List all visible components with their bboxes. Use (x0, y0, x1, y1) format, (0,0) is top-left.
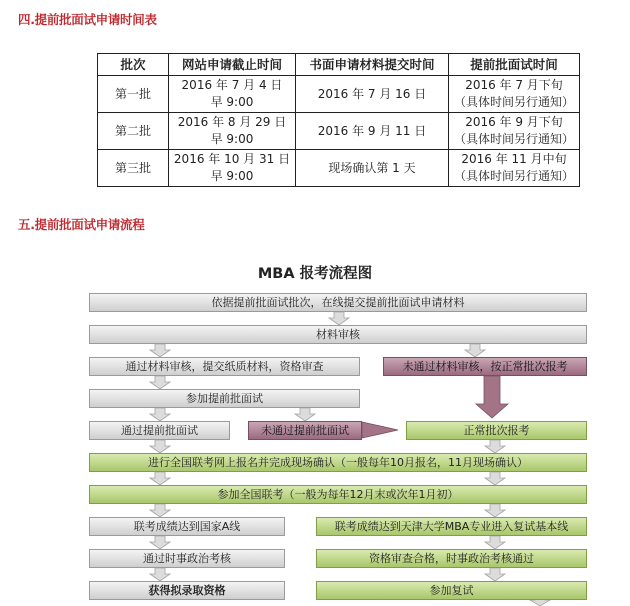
arrow-down-icon (476, 376, 508, 418)
arrow-down-icon (465, 344, 485, 357)
arrow-down-icon (150, 472, 170, 485)
arrow-down-icon (295, 408, 315, 421)
step-material-review: 材料审核 (89, 325, 587, 344)
arrow-down-icon (485, 440, 505, 453)
arrow-down-icon (485, 536, 505, 549)
arrow-down-icon (485, 504, 505, 517)
deadline-date: 2016 年 7 月 4 日 (181, 78, 283, 92)
flowchart-title: MBA 报考流程图 (257, 266, 373, 282)
materials-cell: 2016 年 7 月 16 日 (296, 76, 449, 113)
arrow-down-icon (150, 440, 170, 453)
arrow-down-icon (329, 312, 349, 325)
interview-date: 2016 年 7 月下旬 (465, 78, 563, 92)
step-national-exam: 参加全国联考（一般为每年12月末或次年1月初） (89, 485, 587, 504)
interview-note: （具体时间另行通知） (453, 95, 574, 109)
section-4-heading: 四.提前批面试申请时间表 (18, 12, 157, 27)
arrow-down-icon (485, 472, 505, 485)
step-pass-early-interview: 通过提前批面试 (89, 421, 230, 440)
header-batch: 批次 (98, 54, 169, 76)
arrow-down-icon (150, 536, 170, 549)
step-attend-early-interview: 参加提前批面试 (89, 389, 360, 408)
materials-cell: 现场确认第 1 天 (296, 150, 449, 187)
step-regular-batch: 正常批次报考 (406, 421, 587, 440)
deadline-date: 2016 年 10 月 31 日 (173, 152, 291, 166)
batch-cell: 第一批 (98, 76, 169, 113)
arrow-down-icon (150, 568, 170, 581)
arrow-down-icon (150, 376, 170, 389)
step-national-exam-registration: 进行全国联考网上报名并完成现场确认（一般每年10月报名，11月现场确认） (89, 453, 587, 472)
step-reach-retest-line: 联考成绩达到天津大学MBA专业进入复试基本线 (316, 517, 587, 536)
arrow-down-icon (485, 568, 505, 581)
batch-cell: 第二批 (98, 113, 169, 150)
batch-cell: 第三批 (98, 150, 169, 187)
arrow-right-icon (362, 422, 398, 438)
step-reach-a-line: 联考成绩达到国家A线 (89, 517, 285, 536)
deadline-date: 2016 年 8 月 29 日 (177, 115, 287, 129)
deadline-time: 早 9:00 (210, 95, 254, 109)
arrow-down-icon (150, 344, 170, 357)
arrow-down-icon (150, 408, 170, 421)
arrow-down-icon (150, 504, 170, 517)
interview-note: （具体时间另行通知） (453, 132, 574, 146)
header-materials-deadline: 书面申请材料提交时间 (296, 54, 449, 76)
header-online-deadline: 网站申请截止时间 (169, 54, 296, 76)
deadline-time: 早 9:00 (210, 132, 254, 146)
deadline-time: 早 9:00 (210, 169, 254, 183)
header-interview-time: 提前批面试时间 (449, 54, 580, 76)
interview-date: 2016 年 9 月下旬 (465, 115, 563, 129)
step-qualification-check: 资格审查合格，时事政治考核通过 (316, 549, 587, 568)
step-pass-politics: 通过时事政治考核 (89, 549, 285, 568)
step-submit-online-application: 依据提前批面试批次，在线提交提前批面试申请材料 (89, 293, 587, 312)
interview-note: （具体时间另行通知） (453, 169, 574, 183)
step-pass-material-review: 通过材料审核，提交纸质材料，资格审查 (89, 357, 360, 376)
section-5-heading: 五.提前批面试申请流程 (18, 217, 145, 232)
step-admission-qualification: 获得拟录取资格 (89, 581, 285, 600)
step-fail-material-review: 未通过材料审核，按正常批次报考 (383, 357, 587, 376)
step-fail-early-interview: 未通过提前批面试 (248, 421, 362, 440)
step-attend-retest: 参加复试 (316, 581, 587, 600)
materials-cell: 2016 年 9 月 11 日 (296, 113, 449, 150)
interview-date: 2016 年 11 月中旬 (461, 152, 567, 166)
